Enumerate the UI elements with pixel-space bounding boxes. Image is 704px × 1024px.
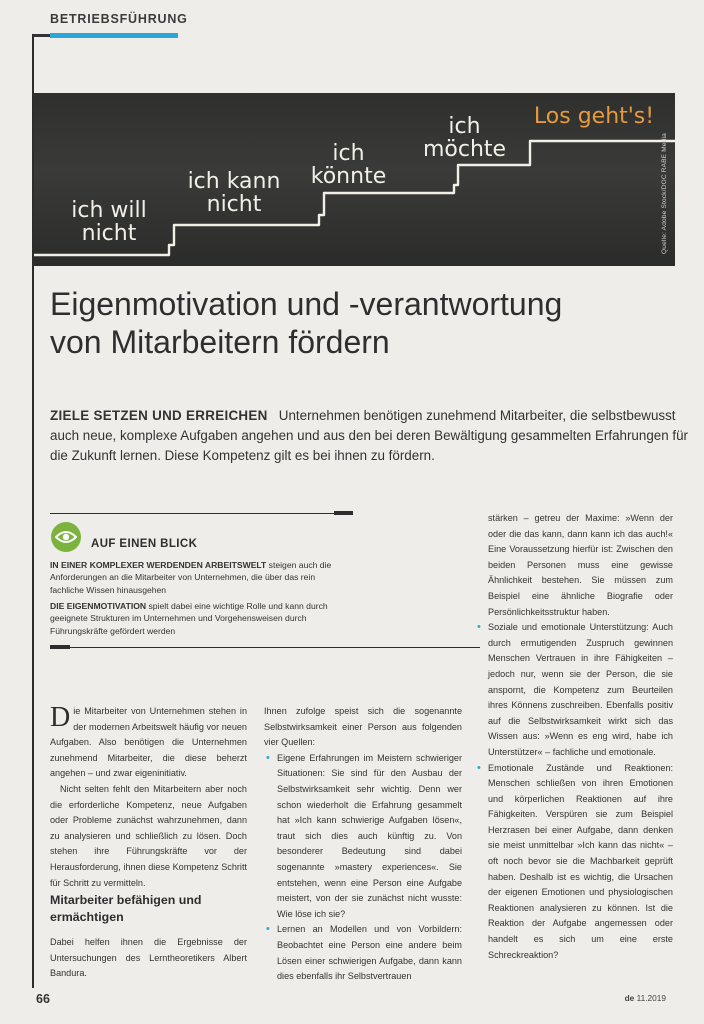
body-column-3 [475, 511, 673, 963]
body-column-1 [50, 704, 247, 891]
glance-point-1-bold: IN EINER KOMPLEXER WERDENDEN ARBEITSWELT [50, 560, 267, 570]
glance-point-1 [50, 559, 350, 596]
glance-top-rule [50, 513, 353, 514]
glance-heading: AUF EINEN BLICK [91, 538, 198, 550]
col1-paragraph-2: Nicht selten fehlt den Mitarbeitern aber noch die erforderliche Kompetenz, neue Aufgaben oder Probleme zunächst wahrzunehmen, dann zu analysieren und schließlich zu lösen. Doch stehen ihre Führungskräfte vor der Herausforderung, ihnen diese Kompetenz Schritt für Schritt zu vermitteln. [50, 783, 247, 888]
glance-bottom-tick [50, 645, 70, 649]
col1-paragraph-1: Die Mitarbeiter von Unternehmen stehen in der modernen Arbeitswelt häufig vor neuen Aufgaben. Also benötigen die Unternehmen zunehmend Mitarbeiter, die diese beherzt angehen – und zwar eigeninitiativ. [50, 702, 247, 779]
title-line-1: Eigenmotivation und -verantwortung [50, 286, 563, 322]
issue-footer [625, 993, 666, 1003]
glance-bottom-rule [50, 647, 480, 648]
magazine-name: de [624, 993, 635, 1003]
page-number: 66 [36, 992, 50, 1006]
glance-top-tick [334, 511, 353, 515]
issue-date: 11.2019 [636, 993, 666, 1003]
section-label: BETRIEBSFÜHRUNG [50, 12, 188, 26]
eye-icon [51, 522, 81, 552]
step-label-5: Los geht's! [533, 104, 655, 129]
section-accent-bar [50, 33, 178, 38]
drop-cap: D [50, 702, 71, 733]
col1-paragraph-3: Dabei helfen ihnen die Ergebnisse der Untersuchungen des Lerntheoretikers Albert Bandura. [50, 937, 247, 979]
step-label-2: ich kann nicht [187, 169, 281, 217]
section-subhead: Mitarbeiter befähigen und ermächtigen [50, 893, 202, 924]
hero-chalkboard-image [34, 93, 675, 266]
col2-bullet-2: • Lernen an Modellen und von Vorbildern: Beobachtet eine Person eine andere beim Lösen einer schwierigen Aufgabe, dann kann dies ebenfalls ihr Selbstvertrauen [277, 922, 462, 984]
step-label-3: ich könnte [310, 141, 387, 189]
step-label-1: ich will nicht [71, 198, 147, 246]
col3-bullet-1: • Soziale und emotionale Unterstützung: Auch durch ermutigenden Zuspruch gewinnen Menschen Vertrauen in ihre Fähigkeiten – jedoch nur, wenn sie der Person, die sie anspornt, die Kompetenz zum Beurteilen ihres Könnens zuschreiben. Ebenfalls positiv auf die Selbstwirksamkeit wirkt sich das Wissen aus: »Wenn es eng wird, habe ich Unterstützer« – fachliche und emotionale. [488, 620, 673, 760]
glance-point-2-text: spielt dabei eine wichtige Rolle und kann durch geeignete Strukturen im Unternehmen und Vorgehensweisen durch Führungskräfte gefördert werden [50, 601, 328, 636]
glance-point-2-bold: DIE EIGENMOTIVATION [50, 601, 147, 611]
lead-kicker: ZIELE SETZEN UND ERREICHEN [50, 408, 268, 423]
image-credit: Quelle: Adobe Stock/DOC RABE Media [661, 133, 668, 254]
glance-point-1-text: steigen auch die Anforderungen an die Mitarbeiter von Unternehmen, die über das rein fachliche Wissen hinausgehen [50, 560, 332, 595]
col3-bullet-2: • Emotionale Zustände und Reaktionen: Menschen schließen von ihren Emotionen und körperlichen Reaktionen auf ihre Fähigkeiten. Verspüren sie zum Beispiel Herzrasen bei einer Aufgabe, dann denken sie meist unmittelbar »Ich kann das nicht« – oft noch bevor sie die Machbarkeit geprüft haben. Deshalb ist es wichtig, die Ursachen der eigenen Emotionen und physiologischen Reaktionen analysieren zu können. Ist die Reaktion der Aufgabe angemessen oder handelt es sich um eine erste Schreckreaktion? [488, 761, 673, 964]
lead-text: Unternehmen benötigen zunehmend Mitarbeiter, die selbstbewusst auch neue, komplexe Aufgaben angehen und aus den bei deren Bewältigung gesammelten Erfahrungen für die Zukunft lernen. Diese Kompetenz gilt es bei ihnen zu fördern. [50, 408, 689, 463]
article-lead [50, 406, 690, 466]
col2-bullet-1: • Eigene Erfahrungen im Meistern schwieriger Situationen: Sie sind für den Ausbau der Selbstwirksamkeit sehr wichtig. Denn wer schon wiederholt die Erfahrung gesammelt hat »Ich kann schwierige Aufgaben lösen«, traut sich dies auch künftig zu. Von besonderer Bedeutung sind dabei sogenannte »mastery experiences«. Sie entstehen, wenn eine Person eine Aufgabe meistert, von der sie zunächst nicht wusste: Wie löse ich sie? [277, 751, 462, 923]
col2-intro: Ihnen zufolge speist sich die sogenannte Selbstwirksamkeit einer Person aus folgenden vier Quellen: [264, 706, 462, 748]
body-column-2 [264, 704, 462, 985]
frame-corner [32, 34, 50, 37]
glance-point-2 [50, 600, 350, 637]
title-line-2: von Mitarbeitern fördern [50, 324, 390, 360]
article-title [50, 285, 690, 361]
col3-paragraph-1: stärken – getreu der Maxime: »Wenn der oder die das kann, dann kann ich das auch!« Eine Voraussetzung hierfür ist: Zwischen den beiden Personen muss eine gewisse Ähnlichkeit bestehen. Sie müssen zum Beispiel eine ähnliche Biografie oder Persönlichkeitsstruktur haben. [488, 513, 673, 617]
step-label-4: ich möchte [422, 114, 507, 162]
